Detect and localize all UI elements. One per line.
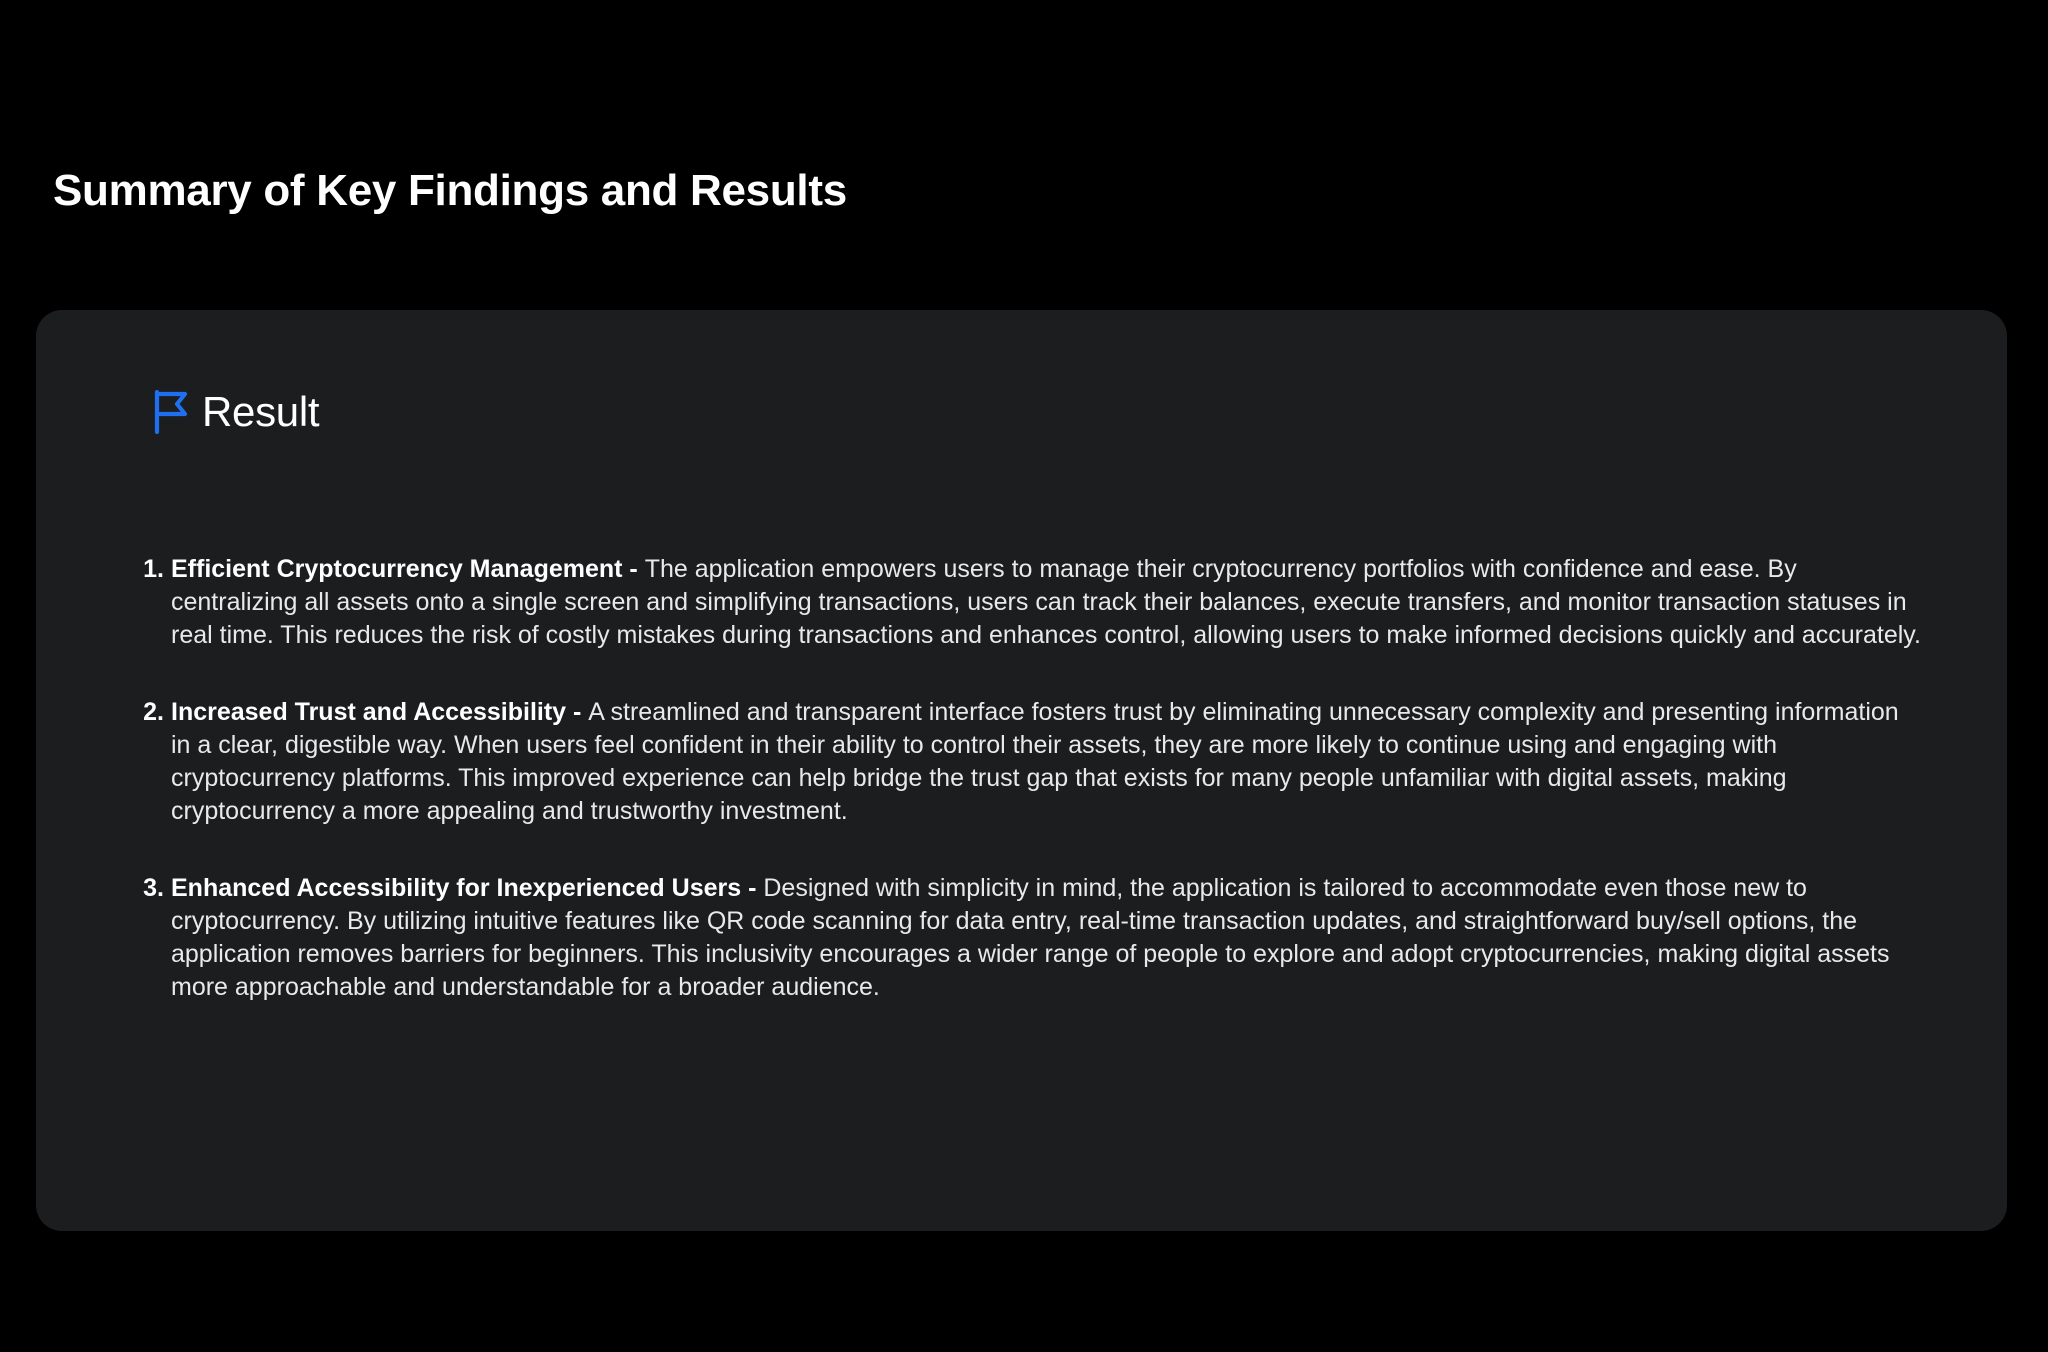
finding-text: The application empowers users to manage their cryptocurrency portfolios with confidence and ease. By centralizing all assets onto a single screen and simplifying transactions, users can track their balances, execute transfers, and monitor transaction statuses in real time. This reduces the risk of costly mistakes during transactions and enhances control, allowing users to make informed decisions quickly and accurately. — [171, 555, 1921, 649]
finding-number: 1. — [143, 555, 164, 583]
flag-icon — [152, 390, 190, 434]
finding-body — [164, 696, 1922, 828]
finding-body — [164, 553, 1922, 652]
findings-list — [132, 553, 1922, 1048]
result-card — [36, 310, 2007, 1231]
finding-item — [132, 696, 1922, 828]
finding-text: A streamlined and transparent interface fosters trust by eliminating unnecessary complexity and presenting information in a clear, digestible way. When users feel confident in their ability to control their assets, they are more likely to continue using and engaging with cryptocurrency platforms. This improved experience can help bridge the trust gap that exists for many people unfamiliar with digital assets, making cryptocurrency a more appealing and trustworthy investment. — [171, 698, 1899, 825]
finding-text: Designed with simplicity in mind, the application is tailored to accommodate even those new to cryptocurrency. By utilizing intuitive features like QR code scanning for data entry, real-time transaction updates, and straightforward buy/sell options, the application removes barriers for beginners. This inclusivity encourages a wider range of people to explore and adopt cryptocurrencies, making digital assets more approachable and understandable for a broader audience. — [171, 874, 1890, 1001]
result-header — [152, 382, 319, 442]
finding-heading: Increased Trust and Accessibility - — [171, 698, 589, 726]
finding-item — [132, 553, 1922, 652]
page-title: Summary of Key Findings and Results — [53, 166, 847, 215]
finding-item — [132, 872, 1922, 1004]
finding-heading: Enhanced Accessibility for Inexperienced Users - — [171, 874, 764, 902]
finding-body — [164, 872, 1922, 1004]
result-title: Result — [202, 388, 320, 435]
finding-number: 2. — [143, 698, 164, 726]
finding-heading: Efficient Cryptocurrency Management - — [171, 555, 645, 583]
finding-number: 3. — [143, 874, 164, 902]
